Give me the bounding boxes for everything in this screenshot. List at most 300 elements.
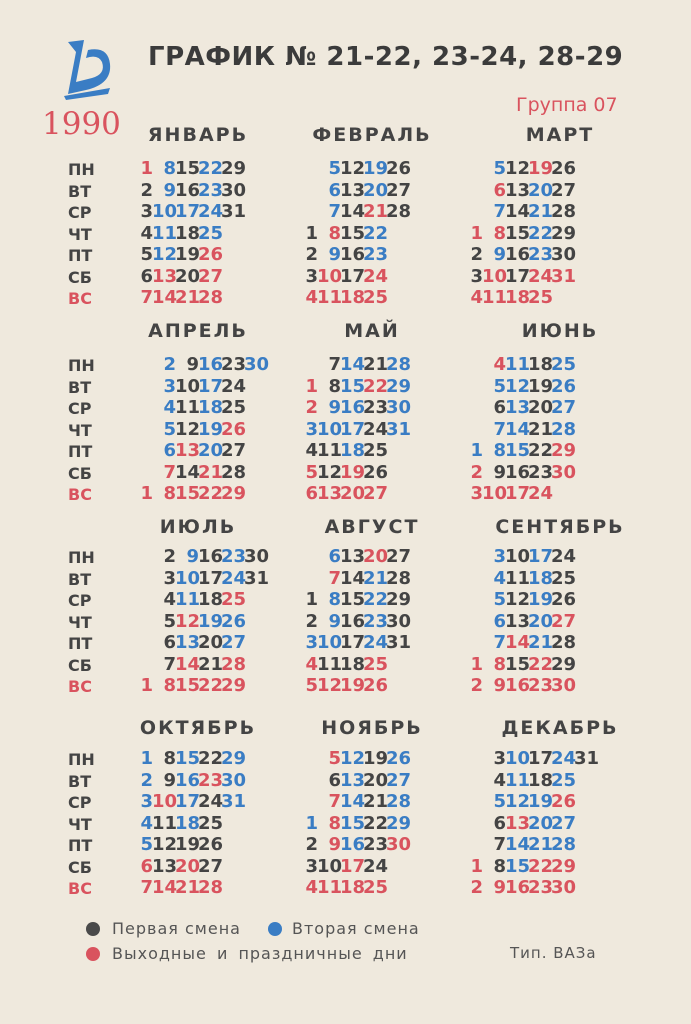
day-cell: 10 <box>175 375 201 397</box>
weekday-label: ВС <box>68 485 92 504</box>
day-cell: 25 <box>528 287 554 308</box>
day-cell: 20 <box>528 397 554 418</box>
day-cell: 29 <box>386 812 412 834</box>
day-cell: 19 <box>363 748 389 769</box>
day-cell: 27 <box>386 546 412 567</box>
day-cell: 18 <box>505 287 531 308</box>
weekday-label: ВС <box>68 879 92 898</box>
day-cell: 17 <box>340 632 366 653</box>
month-name: АВГУСТ <box>324 516 420 538</box>
day-cell: 27 <box>363 483 389 504</box>
day-cell: 16 <box>175 179 201 201</box>
day-cell: 13 <box>505 610 531 632</box>
day-cell: 27 <box>551 812 577 834</box>
day-cell: 23 <box>363 610 389 632</box>
day-cell: 19 <box>528 158 554 179</box>
day-cell: 18 <box>198 397 224 418</box>
day-cell: 3 <box>163 375 176 397</box>
day-cell: 5 <box>328 158 341 179</box>
day-cell: 2 <box>305 610 318 632</box>
day-cell: 24 <box>551 748 577 769</box>
day-cell: 13 <box>340 179 366 201</box>
day-cell: 3 <box>305 265 318 287</box>
day-cell: 7 <box>328 791 341 812</box>
day-cell: 24 <box>363 632 389 653</box>
day-cell: 3 <box>140 201 153 222</box>
day-cell: 17 <box>340 855 366 877</box>
day-cell: 25 <box>221 589 247 610</box>
day-cell: 5 <box>493 158 506 179</box>
day-cell: 15 <box>175 483 201 504</box>
day-cell: 9 <box>328 610 341 632</box>
day-cell: 11 <box>175 589 201 610</box>
day-cell: 4 <box>470 287 483 308</box>
day-cell: 2 <box>305 244 318 265</box>
day-cell: 21 <box>198 653 224 675</box>
day-cell: 6 <box>493 812 506 834</box>
day-cell: 21 <box>363 791 389 812</box>
day-cell: 29 <box>551 855 577 877</box>
day-cell: 26 <box>198 244 224 265</box>
day-cell: 28 <box>221 653 247 675</box>
day-cell: 6 <box>493 610 506 632</box>
day-cell: 13 <box>505 812 531 834</box>
month-name: СЕНТЯБРЬ <box>495 516 625 538</box>
day-cell: 17 <box>175 201 201 222</box>
day-cell: 30 <box>244 354 270 375</box>
day-cell: 19 <box>340 675 366 696</box>
day-cell: 8 <box>163 158 176 179</box>
day-cell: 15 <box>340 222 366 244</box>
day-cell: 26 <box>551 375 577 397</box>
day-cell: 14 <box>340 201 366 222</box>
day-cell: 9 <box>493 244 506 265</box>
weekday-label: СР <box>68 793 92 812</box>
holiday-dot-icon <box>86 947 100 961</box>
day-cell: 28 <box>551 418 577 440</box>
day-cell: 3 <box>305 632 318 653</box>
printer-credit: Тип. ВАЗа <box>510 944 597 962</box>
day-cell: 18 <box>528 769 554 791</box>
day-cell: 25 <box>551 354 577 375</box>
day-cell: 11 <box>152 812 178 834</box>
day-cell: 15 <box>505 855 531 877</box>
day-cell: 3 <box>163 567 176 589</box>
day-cell: 25 <box>363 287 389 308</box>
day-cell: 21 <box>528 201 554 222</box>
day-cell: 9 <box>163 179 176 201</box>
day-cell: 20 <box>528 179 554 201</box>
day-cell: 27 <box>386 769 412 791</box>
month-name: МАРТ <box>525 124 595 146</box>
day-cell: 27 <box>221 632 247 653</box>
day-cell: 12 <box>317 461 343 483</box>
weekday-label: ПН <box>68 548 95 567</box>
day-cell: 19 <box>198 610 224 632</box>
day-cell: 25 <box>551 769 577 791</box>
day-cell: 22 <box>198 158 224 179</box>
day-cell: 22 <box>363 222 389 244</box>
day-cell: 10 <box>175 567 201 589</box>
day-cell: 8 <box>493 855 506 877</box>
day-cell: 31 <box>574 748 600 769</box>
weekday-label: ПТ <box>68 634 93 653</box>
day-cell: 28 <box>551 834 577 855</box>
day-cell: 3 <box>470 265 483 287</box>
day-cell: 18 <box>198 589 224 610</box>
day-cell: 23 <box>363 834 389 855</box>
day-cell: 22 <box>198 675 224 696</box>
day-cell: 31 <box>221 201 247 222</box>
year-label: 1990 <box>42 106 121 142</box>
day-cell: 30 <box>386 610 412 632</box>
day-cell: 4 <box>305 877 318 898</box>
day-cell: 20 <box>363 769 389 791</box>
day-cell: 30 <box>551 675 577 696</box>
day-cell: 23 <box>363 244 389 265</box>
day-cell: 20 <box>175 855 201 877</box>
day-cell: 10 <box>317 632 343 653</box>
day-cell: 9 <box>328 244 341 265</box>
weekday-label: ПТ <box>68 442 93 461</box>
day-cell: 2 <box>305 834 318 855</box>
day-cell: 10 <box>152 791 178 812</box>
day-cell: 16 <box>505 877 531 898</box>
month-name: ЯНВАРЬ <box>147 124 249 146</box>
day-cell: 3 <box>493 546 506 567</box>
weekday-label: ВС <box>68 289 92 308</box>
day-cell: 27 <box>198 855 224 877</box>
day-cell: 20 <box>198 632 224 653</box>
day-cell: 23 <box>198 769 224 791</box>
day-cell: 6 <box>328 179 341 201</box>
day-cell: 25 <box>363 653 389 675</box>
weekday-label: ЧТ <box>68 420 92 440</box>
day-cell: 3 <box>140 791 153 812</box>
day-cell: 1 <box>140 748 153 769</box>
legend-holidays: Выходные и праздничные дни <box>112 944 408 963</box>
day-cell: 12 <box>317 675 343 696</box>
day-cell: 15 <box>340 812 366 834</box>
weekday-label: ВТ <box>68 569 92 589</box>
day-cell: 29 <box>551 222 577 244</box>
day-cell: 28 <box>386 567 412 589</box>
weekday-label: ПН <box>68 160 95 179</box>
day-cell: 7 <box>493 834 506 855</box>
day-cell: 14 <box>505 418 531 440</box>
day-cell: 31 <box>244 567 270 589</box>
day-cell: 26 <box>551 158 577 179</box>
weekday-label: ВС <box>68 677 92 696</box>
day-cell: 11 <box>505 567 531 589</box>
day-cell: 18 <box>528 567 554 589</box>
weekday-label: СБ <box>68 267 92 287</box>
day-cell: 24 <box>528 265 554 287</box>
day-cell: 29 <box>221 748 247 769</box>
day-cell: 29 <box>386 589 412 610</box>
day-cell: 24 <box>198 201 224 222</box>
day-cell: 13 <box>152 855 178 877</box>
day-cell: 29 <box>386 375 412 397</box>
day-cell: 27 <box>386 179 412 201</box>
day-cell: 26 <box>386 748 412 769</box>
day-cell: 1 <box>470 855 483 877</box>
lada-logo-icon <box>62 38 112 100</box>
day-cell: 15 <box>505 440 531 461</box>
page-title: ГРАФИК № 21-22, 23-24, 28-29 <box>148 42 624 72</box>
day-cell: 24 <box>528 483 554 504</box>
day-cell: 20 <box>528 812 554 834</box>
day-cell: 10 <box>505 546 531 567</box>
day-cell: 14 <box>505 834 531 855</box>
day-cell: 31 <box>386 418 412 440</box>
day-cell: 8 <box>328 222 341 244</box>
day-cell: 7 <box>328 354 341 375</box>
day-cell: 1 <box>470 222 483 244</box>
day-cell: 23 <box>528 461 554 483</box>
day-cell: 9 <box>328 397 341 418</box>
day-cell: 31 <box>221 791 247 812</box>
day-cell: 14 <box>152 287 178 308</box>
day-cell: 12 <box>340 158 366 179</box>
day-cell: 12 <box>175 610 201 632</box>
day-cell: 7 <box>163 461 176 483</box>
day-cell: 27 <box>221 440 247 461</box>
day-cell: 21 <box>175 287 201 308</box>
day-cell: 30 <box>551 244 577 265</box>
day-cell: 14 <box>175 653 201 675</box>
day-cell: 25 <box>198 222 224 244</box>
day-cell: 5 <box>140 244 153 265</box>
day-cell: 8 <box>328 375 341 397</box>
day-cell: 21 <box>528 418 554 440</box>
day-cell: 23 <box>528 675 554 696</box>
day-cell: 24 <box>551 546 577 567</box>
day-cell: 9 <box>186 354 199 375</box>
day-cell: 17 <box>340 265 366 287</box>
day-cell: 4 <box>140 812 153 834</box>
day-cell: 2 <box>140 179 153 201</box>
day-cell: 15 <box>505 653 531 675</box>
day-cell: 12 <box>175 418 201 440</box>
day-cell: 19 <box>198 418 224 440</box>
weekday-label: ПТ <box>68 836 93 855</box>
day-cell: 15 <box>175 158 201 179</box>
day-cell: 14 <box>340 791 366 812</box>
day-cell: 12 <box>505 589 531 610</box>
day-cell: 23 <box>363 397 389 418</box>
day-cell: 17 <box>340 418 366 440</box>
day-cell: 16 <box>340 834 366 855</box>
day-cell: 16 <box>505 244 531 265</box>
day-cell: 11 <box>505 769 531 791</box>
day-cell: 2 <box>140 769 153 791</box>
day-cell: 10 <box>505 748 531 769</box>
day-cell: 17 <box>198 375 224 397</box>
day-cell: 12 <box>505 791 531 812</box>
day-cell: 6 <box>493 179 506 201</box>
day-cell: 26 <box>198 834 224 855</box>
day-cell: 30 <box>386 834 412 855</box>
day-cell: 29 <box>221 158 247 179</box>
day-cell: 1 <box>305 812 318 834</box>
day-cell: 21 <box>198 461 224 483</box>
day-cell: 22 <box>363 589 389 610</box>
day-cell: 26 <box>221 610 247 632</box>
day-cell: 25 <box>198 812 224 834</box>
day-cell: 1 <box>470 653 483 675</box>
day-cell: 5 <box>163 418 176 440</box>
day-cell: 17 <box>528 546 554 567</box>
day-cell: 7 <box>493 201 506 222</box>
weekday-label: СБ <box>68 463 92 483</box>
day-cell: 24 <box>363 265 389 287</box>
day-cell: 13 <box>175 440 201 461</box>
day-cell: 5 <box>305 461 318 483</box>
day-cell: 22 <box>363 812 389 834</box>
month-name: ОКТЯБРЬ <box>139 717 257 739</box>
day-cell: 18 <box>175 222 201 244</box>
day-cell: 15 <box>175 748 201 769</box>
group-label: Группа 07 <box>516 94 618 116</box>
day-cell: 10 <box>317 265 343 287</box>
day-cell: 7 <box>328 567 341 589</box>
day-cell: 13 <box>152 265 178 287</box>
day-cell: 7 <box>140 877 153 898</box>
day-cell: 24 <box>363 418 389 440</box>
day-cell: 18 <box>340 877 366 898</box>
day-cell: 11 <box>317 287 343 308</box>
day-cell: 4 <box>493 354 506 375</box>
day-cell: 8 <box>163 675 176 696</box>
day-cell: 14 <box>152 877 178 898</box>
weekday-label: ВТ <box>68 377 92 397</box>
day-cell: 28 <box>551 201 577 222</box>
month-name: МАЙ <box>344 320 400 342</box>
day-cell: 20 <box>363 546 389 567</box>
day-cell: 27 <box>551 179 577 201</box>
day-cell: 22 <box>528 440 554 461</box>
day-cell: 13 <box>175 632 201 653</box>
day-cell: 9 <box>163 769 176 791</box>
day-cell: 2 <box>163 354 176 375</box>
day-cell: 29 <box>551 653 577 675</box>
day-cell: 20 <box>198 440 224 461</box>
day-cell: 13 <box>505 179 531 201</box>
day-cell: 16 <box>198 354 224 375</box>
weekday-label: ЧТ <box>68 224 92 244</box>
day-cell: 2 <box>470 675 483 696</box>
day-cell: 18 <box>528 354 554 375</box>
day-cell: 4 <box>493 769 506 791</box>
day-cell: 7 <box>493 632 506 653</box>
day-cell: 21 <box>528 632 554 653</box>
day-cell: 19 <box>528 791 554 812</box>
day-cell: 25 <box>221 397 247 418</box>
day-cell: 4 <box>493 567 506 589</box>
day-cell: 17 <box>528 748 554 769</box>
day-cell: 22 <box>363 375 389 397</box>
day-cell: 24 <box>363 855 389 877</box>
day-cell: 30 <box>551 461 577 483</box>
day-cell: 8 <box>328 812 341 834</box>
weekday-label: СР <box>68 399 92 418</box>
day-cell: 7 <box>328 201 341 222</box>
day-cell: 8 <box>493 222 506 244</box>
day-cell: 14 <box>505 632 531 653</box>
day-cell: 15 <box>505 222 531 244</box>
day-cell: 11 <box>482 287 508 308</box>
day-cell: 1 <box>140 483 153 504</box>
day-cell: 24 <box>198 791 224 812</box>
day-cell: 8 <box>163 748 176 769</box>
day-cell: 18 <box>340 440 366 461</box>
day-cell: 16 <box>340 397 366 418</box>
day-cell: 7 <box>140 287 153 308</box>
day-cell: 27 <box>551 610 577 632</box>
day-cell: 23 <box>198 179 224 201</box>
day-cell: 3 <box>305 418 318 440</box>
day-cell: 11 <box>175 397 201 418</box>
day-cell: 23 <box>528 877 554 898</box>
day-cell: 29 <box>221 675 247 696</box>
day-cell: 6 <box>140 265 153 287</box>
day-cell: 28 <box>551 632 577 653</box>
day-cell: 1 <box>305 375 318 397</box>
day-cell: 30 <box>221 769 247 791</box>
day-cell: 28 <box>198 287 224 308</box>
day-cell: 4 <box>305 440 318 461</box>
day-cell: 11 <box>505 354 531 375</box>
day-cell: 21 <box>363 567 389 589</box>
day-cell: 5 <box>305 675 318 696</box>
day-cell: 17 <box>198 567 224 589</box>
day-cell: 4 <box>305 653 318 675</box>
day-cell: 12 <box>340 748 366 769</box>
day-cell: 19 <box>363 158 389 179</box>
day-cell: 27 <box>551 397 577 418</box>
day-cell: 2 <box>163 546 176 567</box>
day-cell: 7 <box>163 653 176 675</box>
day-cell: 28 <box>386 354 412 375</box>
day-cell: 5 <box>140 834 153 855</box>
day-cell: 29 <box>221 483 247 504</box>
day-cell: 9 <box>328 834 341 855</box>
day-cell: 16 <box>175 769 201 791</box>
day-cell: 26 <box>386 158 412 179</box>
day-cell: 19 <box>175 244 201 265</box>
day-cell: 23 <box>221 354 247 375</box>
day-cell: 4 <box>305 287 318 308</box>
day-cell: 1 <box>140 675 153 696</box>
day-cell: 13 <box>340 546 366 567</box>
day-cell: 2 <box>470 877 483 898</box>
day-cell: 1 <box>305 589 318 610</box>
day-cell: 5 <box>328 748 341 769</box>
day-cell: 14 <box>175 461 201 483</box>
day-cell: 2 <box>470 461 483 483</box>
day-cell: 30 <box>244 546 270 567</box>
day-cell: 8 <box>493 653 506 675</box>
day-cell: 20 <box>363 179 389 201</box>
day-cell: 13 <box>340 769 366 791</box>
day-cell: 21 <box>363 201 389 222</box>
day-cell: 31 <box>386 632 412 653</box>
day-cell: 7 <box>493 418 506 440</box>
day-cell: 5 <box>493 791 506 812</box>
day-cell: 2 <box>470 244 483 265</box>
day-cell: 26 <box>551 791 577 812</box>
